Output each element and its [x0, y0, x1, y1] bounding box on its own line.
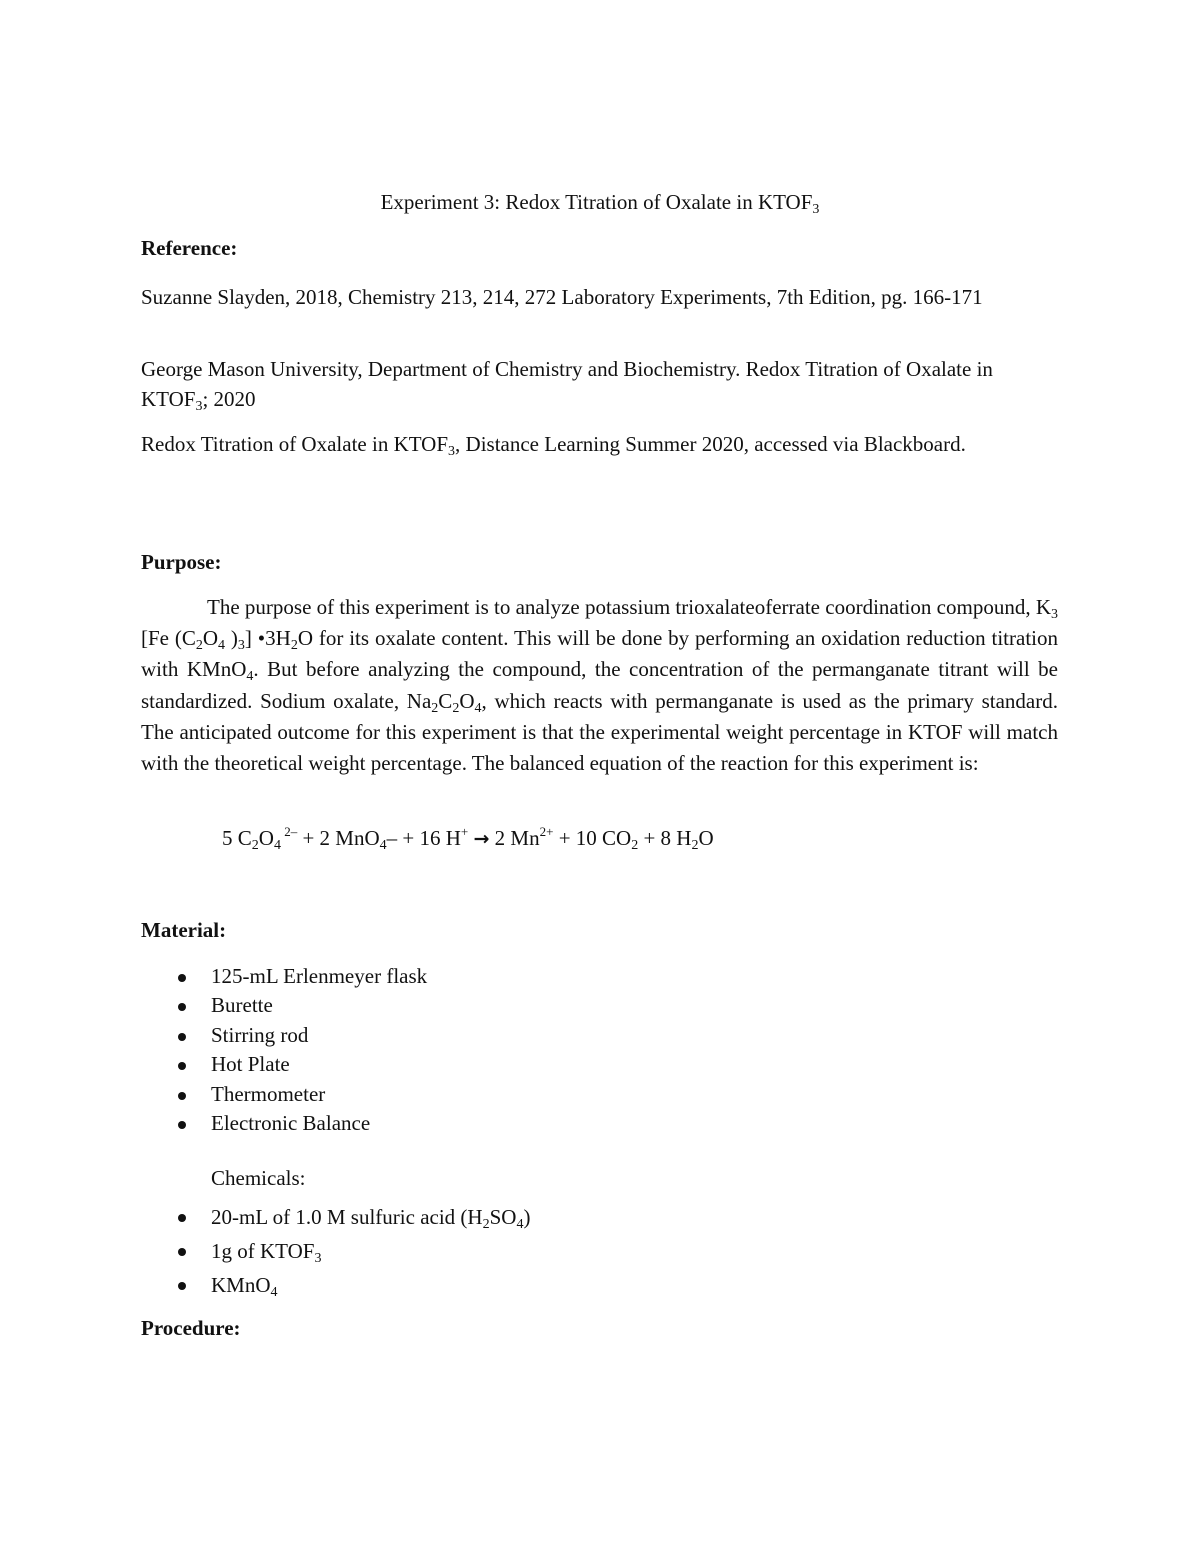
reference-2-text: George Mason University, Department of Chemistry and Biochemistry. Redox Titration of Oxalate in KTOF — [141, 357, 993, 411]
equation-subscript: 2 — [691, 838, 699, 853]
reference-1: Suzanne Slayden, 2018, Chemistry 213, 214, 272 Laboratory Experiments, 7th Edition, pg. 166-171 — [141, 285, 983, 309]
reference-3-tail: , Distance Learning Summer 2020, accessed via Blackboard. — [455, 432, 966, 456]
reference-2-tail: ; 2020 — [202, 387, 256, 411]
list-item-label: Electronic Balance — [211, 1110, 371, 1135]
reference-3 — [141, 429, 1058, 459]
material-list — [141, 962, 427, 1138]
list-item-label: Hot Plate — [211, 1052, 290, 1077]
reference-2 — [141, 354, 1058, 414]
bullet-icon — [178, 1282, 186, 1290]
arrow-icon: → — [473, 828, 490, 850]
purpose-subscript: 3 — [237, 638, 245, 654]
list-item-subscript: 3 — [314, 1251, 322, 1266]
equation-text: O — [698, 826, 714, 850]
purpose-text: ) — [225, 626, 238, 651]
purpose-text: O — [202, 626, 219, 651]
purpose-text: O for its oxalate content. This will be done by performing an oxidation reduction titration with KMnO — [141, 626, 1058, 682]
purpose-text: C — [438, 688, 453, 713]
bullet-icon — [178, 1248, 186, 1256]
reference-3-subscript: 3 — [448, 444, 456, 459]
bullet-icon — [178, 1033, 186, 1041]
title-subscript: 3 — [812, 202, 820, 217]
reference-heading: Reference: — [141, 236, 238, 260]
list-item — [141, 1200, 530, 1234]
bullet-icon — [178, 1062, 186, 1070]
equation-text: 5 C — [222, 826, 252, 850]
purpose-subscript: 4 — [246, 669, 254, 685]
list-item-label: 1g of KTOF — [211, 1239, 315, 1263]
purpose-subscript: 4 — [218, 638, 226, 654]
list-item-subscript: 4 — [516, 1217, 524, 1232]
purpose-subscript: 2 — [195, 638, 203, 654]
list-item-label: 125-mL Erlenmeyer flask — [211, 964, 428, 988]
page-title — [0, 190, 1200, 215]
purpose-text: The purpose of this experiment is to analyze potassium trioxalateoferrate coordination compound, K — [207, 595, 1051, 619]
list-item-subscript: 4 — [270, 1285, 278, 1300]
reference-2-subscript: 3 — [195, 399, 203, 414]
bullet-icon — [178, 1003, 186, 1011]
list-item — [141, 991, 427, 1020]
list-item-label: Thermometer — [211, 1081, 326, 1106]
equation-subscript: 2 — [631, 838, 639, 853]
title-text: Experiment 3: Redox Titration of Oxalate in KTOF — [380, 190, 813, 214]
bullet-icon — [178, 1092, 186, 1100]
reference-3-text: Redox Titration of Oxalate in KTOF — [141, 432, 449, 456]
chemicals-label: Chemicals: — [211, 1166, 306, 1190]
purpose-text: . But before analyzing the compound, the concentration of the permanganate titrant will be standardized. Sodium oxalate, Na — [141, 657, 1058, 713]
list-item — [141, 1109, 427, 1138]
purpose-subscript: 4 — [474, 700, 482, 716]
procedure-heading: Procedure: — [141, 1316, 241, 1340]
purpose-paragraph — [141, 592, 1058, 779]
equation-text: O — [258, 826, 274, 850]
list-item-label: SO — [489, 1205, 517, 1229]
list-item-label: Stirring rod — [211, 1022, 309, 1047]
list-item — [141, 1268, 530, 1302]
purpose-text: ] •3H — [244, 626, 291, 651]
bullet-icon — [178, 1214, 186, 1222]
list-item-label: Burette — [211, 993, 273, 1018]
purpose-subscript: 2 — [431, 700, 439, 716]
equation-text: + 8 H — [638, 826, 692, 850]
equation-text: + 10 CO — [553, 826, 632, 850]
equation-subscript: 4 — [273, 838, 281, 853]
equation-text: + 2 MnO — [297, 826, 380, 850]
bullet-icon — [178, 974, 186, 982]
list-item — [141, 1080, 427, 1109]
list-item — [141, 1234, 530, 1268]
equation-superscript: 2+ — [539, 824, 554, 839]
purpose-subscript: 2 — [290, 638, 298, 654]
equation-superscript: + — [460, 824, 469, 839]
equation-superscript: 2– — [280, 824, 298, 839]
balanced-equation — [222, 826, 714, 851]
purpose-heading: Purpose: — [141, 550, 222, 574]
purpose-text: O — [459, 688, 475, 713]
list-item-subscript: 2 — [482, 1217, 490, 1232]
purpose-subscript: 2 — [452, 700, 460, 716]
equation-subscript: 4 — [379, 838, 387, 853]
list-item-label: 20-mL of 1.0 M sulfuric acid (H — [211, 1205, 483, 1229]
list-item — [141, 1021, 427, 1050]
list-item — [141, 1050, 427, 1079]
purpose-subscript: 3 — [1051, 607, 1058, 622]
chemicals-list — [141, 1200, 530, 1302]
bullet-icon — [178, 1121, 186, 1129]
purpose-text: , which reacts with permanganate is used as the primary standard. The anticipated outcome for this experiment is that the experimental weight percentage in KTOF will match with the theoretical weight percentage. The balanced equation of the reaction for this experiment is: — [141, 688, 1058, 776]
purpose-text: [Fe (C — [141, 626, 196, 651]
equation-text: – + 16 H — [386, 826, 461, 850]
list-item-label: ) — [523, 1205, 531, 1229]
list-item-label: KMnO — [211, 1273, 271, 1297]
equation-subscript: 2 — [251, 838, 259, 853]
equation-text: 2 Mn — [489, 826, 540, 850]
list-item — [141, 962, 427, 991]
material-heading: Material: — [141, 918, 227, 942]
